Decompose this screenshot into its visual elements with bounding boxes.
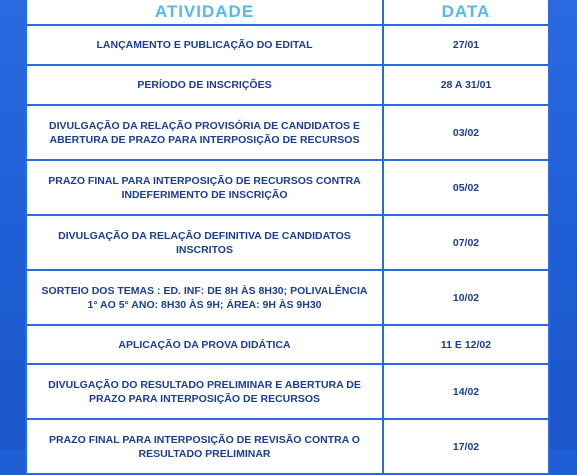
activity-cell: PERÍODO DE INSCRIÇÕES [26,65,383,105]
table-header-row [26,0,549,25]
date-cell: 17/02 [383,419,549,474]
header-date: DATA [383,0,549,25]
activity-cell: APLICAÇÃO DA PROVA DIDÁTICA [26,325,383,364]
date-cell: 03/02 [383,105,549,160]
table-row [26,25,549,65]
table-row [26,419,549,474]
table-row [26,160,549,215]
activity-cell: PRAZO FINAL PARA INTERPOSIÇÃO DE REVISÃO CONTRA O RESULTADO PRELIMINAR [26,419,383,474]
activity-cell: DIVULGAÇÃO DA RELAÇÃO PROVISÓRIA DE CANDIDATOS E ABERTURA DE PRAZO PARA INTERPOSIÇÃO DE RECURSOS [26,105,383,160]
table-row [26,325,549,364]
date-cell: 11 E 12/02 [383,325,549,364]
date-cell: 07/02 [383,215,549,270]
date-cell: 05/02 [383,160,549,215]
schedule-table [25,0,550,475]
activity-cell: DIVULGAÇÃO DO RESULTADO PRELIMINAR E ABERTURA DE PRAZO PARA INTERPOSIÇÃO DE RECURSOS [26,364,383,419]
date-cell: 28 A 31/01 [383,65,549,105]
table-row [26,364,549,419]
table-row [26,65,549,105]
date-cell: 27/01 [383,25,549,65]
date-cell: 10/02 [383,270,549,325]
table-row [26,105,549,160]
activity-cell: SORTEIO DOS TEMAS : ED. INF: DE 8H ÀS 8H30; POLIVALÊNCIA 1° AO 5° ANO: 8H30 ÀS 9H; ÁREA: 9H ÀS 9H30 [26,270,383,325]
table-row [26,270,549,325]
activity-cell: LANÇAMENTO E PUBLICAÇÃO DO EDITAL [26,25,383,65]
date-cell: 14/02 [383,364,549,419]
table-row [26,215,549,270]
activity-cell: PRAZO FINAL PARA INTERPOSIÇÃO DE RECURSOS CONTRA INDEFERIMENTO DE INSCRIÇÃO [26,160,383,215]
activity-cell: DIVULGAÇÃO DA RELAÇÃO DEFINITIVA DE CANDIDATOS INSCRITOS [26,215,383,270]
header-activity: ATIVIDADE [26,0,383,25]
